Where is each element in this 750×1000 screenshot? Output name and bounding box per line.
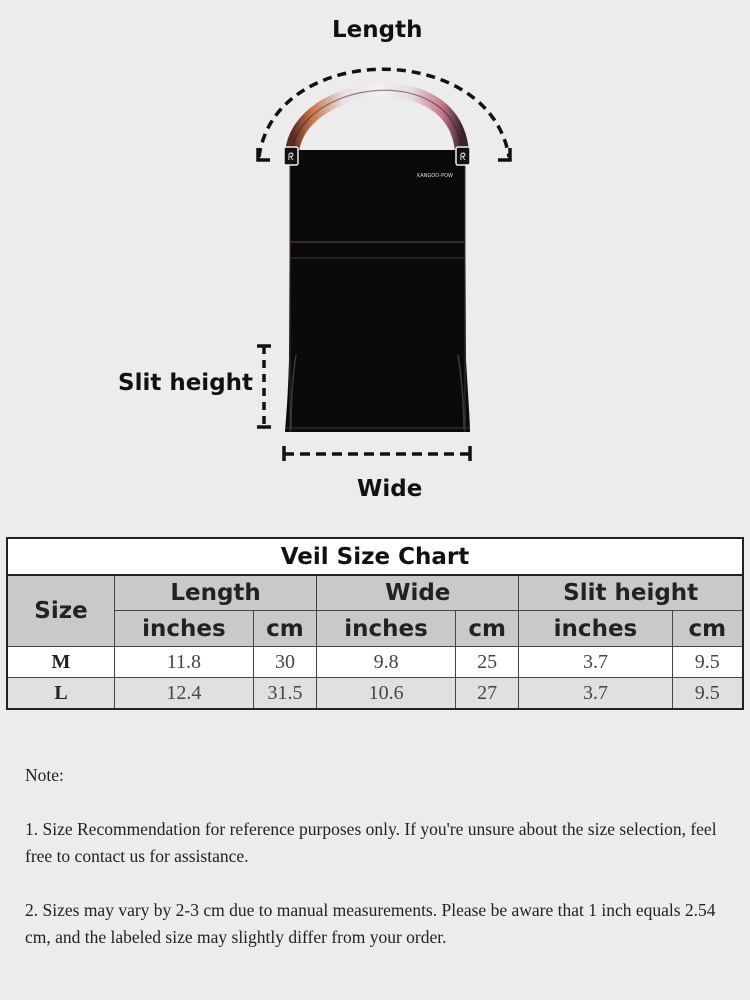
length-group-header: Length <box>115 575 317 611</box>
table-cell: 30 <box>253 647 316 678</box>
table-row <box>7 678 743 710</box>
note-item: 1. Size Recommendation for reference purposes only. If you're unsure about the size selection, feel free to contact us for assistance. <box>25 819 717 866</box>
table-cell: 12.4 <box>115 678 254 710</box>
note-item: 2. Sizes may vary by 2-3 cm due to manual measurements. Please be aware that 1 inch equals 2.54 cm, and the labeled size may slightly differ from your order. <box>25 900 716 947</box>
table-cell: 3.7 <box>519 647 672 678</box>
table-cell: 9.5 <box>672 647 743 678</box>
brand-text: KANGOO-POW <box>417 173 453 179</box>
unit-header: inches <box>115 611 254 647</box>
svg-text:ᖇ: ᖇ <box>460 152 466 163</box>
table-cell: 3.7 <box>519 678 672 710</box>
slit-height-group-header: Slit height <box>519 575 743 611</box>
size-cell: L <box>7 678 115 710</box>
unit-header: cm <box>455 611 518 647</box>
table-row <box>7 647 743 678</box>
notes-heading: Note: <box>25 765 64 785</box>
notes-section <box>25 762 737 951</box>
unit-header: inches <box>519 611 672 647</box>
slit-height-label: Slit height <box>118 370 254 396</box>
unit-header: cm <box>253 611 316 647</box>
size-column-header: Size <box>7 575 115 647</box>
length-label: Length <box>332 17 423 43</box>
table-cell: 9.8 <box>317 647 456 678</box>
table-cell: 11.8 <box>115 647 254 678</box>
veil-body <box>285 150 470 432</box>
svg-text:ᖇ: ᖇ <box>288 152 294 163</box>
unit-header: inches <box>317 611 456 647</box>
table-cell: 27 <box>455 678 518 710</box>
table-cell: 9.5 <box>672 678 743 710</box>
unit-header: cm <box>672 611 743 647</box>
table-cell: 25 <box>455 647 518 678</box>
size-chart-title: Veil Size Chart <box>7 538 743 575</box>
wide-label: Wide <box>357 476 423 502</box>
size-chart-table <box>6 537 744 710</box>
strap <box>292 90 462 152</box>
table-cell: 10.6 <box>317 678 456 710</box>
wide-group-header: Wide <box>317 575 519 611</box>
size-cell: M <box>7 647 115 678</box>
table-cell: 31.5 <box>253 678 316 710</box>
